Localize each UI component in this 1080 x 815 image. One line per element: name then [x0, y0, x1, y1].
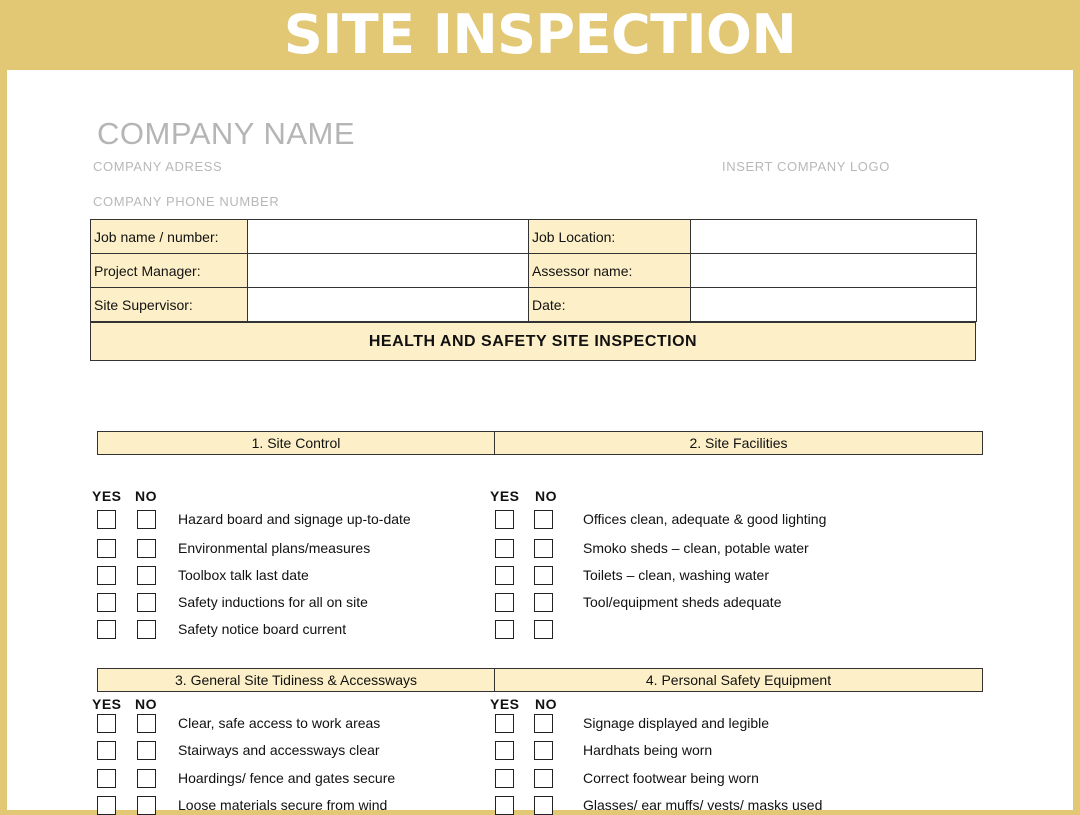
yes-checkbox[interactable]	[495, 769, 514, 788]
checklist-item-label: Smoko sheds – clean, potable water	[583, 540, 809, 556]
no-checkbox[interactable]	[137, 769, 156, 788]
checklist-item-label: Safety notice board current	[178, 621, 347, 637]
no-header: NO	[535, 488, 557, 504]
job-name-label: Job name / number:	[91, 220, 248, 254]
checklist-item-label: Clear, safe access to work areas	[178, 715, 381, 731]
yes-header: YES	[490, 488, 520, 504]
no-header: NO	[135, 696, 157, 712]
assessor-name-field[interactable]	[691, 254, 977, 288]
yes-checkbox[interactable]	[495, 796, 514, 815]
section-header-site-control: 1. Site Control	[97, 431, 495, 455]
yes-checkbox[interactable]	[495, 714, 514, 733]
checklist-item-label: Tool/equipment sheds adequate	[583, 594, 782, 610]
yes-checkbox[interactable]	[97, 796, 116, 815]
job-name-field[interactable]	[248, 220, 529, 254]
checklist-item-label: Offices clean, adequate & good lighting	[583, 511, 827, 527]
inspection-title: HEALTH AND SAFETY SITE INSPECTION	[90, 322, 976, 361]
checklist-item-label: Loose materials secure from wind	[178, 797, 388, 813]
no-header: NO	[535, 696, 557, 712]
project-manager-field[interactable]	[248, 254, 529, 288]
no-checkbox[interactable]	[534, 510, 553, 529]
no-checkbox[interactable]	[534, 539, 553, 558]
checklist-item-label: Stairways and accessways clear	[178, 742, 380, 758]
yes-checkbox[interactable]	[495, 566, 514, 585]
section-header-personal-safety: 4. Personal Safety Equipment	[494, 668, 983, 692]
checklist-item-label: Toilets – clean, washing water	[583, 567, 769, 583]
no-checkbox[interactable]	[137, 566, 156, 585]
date-field[interactable]	[691, 288, 977, 322]
checklist-item-label: Hoardings/ fence and gates secure	[178, 770, 396, 786]
no-checkbox[interactable]	[534, 769, 553, 788]
company-name: COMPANY NAME	[97, 116, 356, 151]
yes-checkbox[interactable]	[495, 539, 514, 558]
no-checkbox[interactable]	[137, 593, 156, 612]
no-checkbox[interactable]	[534, 796, 553, 815]
checklist-item-label: Environmental plans/measures	[178, 540, 371, 556]
yes-checkbox[interactable]	[97, 741, 116, 760]
assessor-name-label: Assessor name:	[529, 254, 691, 288]
company-phone: COMPANY PHONE NUMBER	[93, 194, 280, 209]
no-checkbox[interactable]	[534, 566, 553, 585]
site-supervisor-field[interactable]	[248, 288, 529, 322]
no-checkbox[interactable]	[137, 539, 156, 558]
no-checkbox[interactable]	[137, 714, 156, 733]
project-manager-label: Project Manager:	[91, 254, 248, 288]
title-banner	[0, 0, 1080, 70]
company-logo-placeholder: INSERT COMPANY LOGO	[722, 159, 890, 174]
yes-checkbox[interactable]	[97, 620, 116, 639]
section-header-site-facilities: 2. Site Facilities	[494, 431, 983, 455]
yes-checkbox[interactable]	[97, 566, 116, 585]
yes-checkbox[interactable]	[495, 620, 514, 639]
no-checkbox[interactable]	[534, 620, 553, 639]
job-location-field[interactable]	[691, 220, 977, 254]
no-checkbox[interactable]	[534, 714, 553, 733]
yes-checkbox[interactable]	[495, 510, 514, 529]
no-checkbox[interactable]	[137, 796, 156, 815]
checklist-item-label: Hazard board and signage up-to-date	[178, 511, 411, 527]
no-checkbox[interactable]	[137, 620, 156, 639]
yes-checkbox[interactable]	[97, 769, 116, 788]
date-label: Date:	[529, 288, 691, 322]
checklist-item-label: Safety inductions for all on site	[178, 594, 368, 610]
job-location-label: Job Location:	[529, 220, 691, 254]
no-checkbox[interactable]	[137, 510, 156, 529]
yes-header: YES	[92, 488, 122, 504]
page-title: SITE INSPECTION	[283, 3, 797, 66]
yes-header: YES	[92, 696, 122, 712]
no-checkbox[interactable]	[534, 593, 553, 612]
yes-checkbox[interactable]	[97, 714, 116, 733]
yes-header: YES	[490, 696, 520, 712]
section-header-site-tidiness: 3. General Site Tidiness & Accessways	[97, 668, 495, 692]
yes-checkbox[interactable]	[97, 510, 116, 529]
yes-checkbox[interactable]	[97, 593, 116, 612]
yes-checkbox[interactable]	[97, 539, 116, 558]
company-address: COMPANY ADRESS	[93, 159, 223, 174]
no-checkbox[interactable]	[137, 741, 156, 760]
job-info-table	[90, 219, 977, 322]
checklist-item-label: Glasses/ ear muffs/ vests/ masks used	[583, 797, 823, 813]
checklist-item-label: Hardhats being worn	[583, 742, 713, 758]
checklist-item-label: Signage displayed and legible	[583, 715, 770, 731]
yes-checkbox[interactable]	[495, 741, 514, 760]
no-header: NO	[135, 488, 157, 504]
checklist-item-label: Toolbox talk last date	[178, 567, 309, 583]
checklist-item-label: Correct footwear being worn	[583, 770, 759, 786]
no-checkbox[interactable]	[534, 741, 553, 760]
site-supervisor-label: Site Supervisor:	[91, 288, 248, 322]
yes-checkbox[interactable]	[495, 593, 514, 612]
